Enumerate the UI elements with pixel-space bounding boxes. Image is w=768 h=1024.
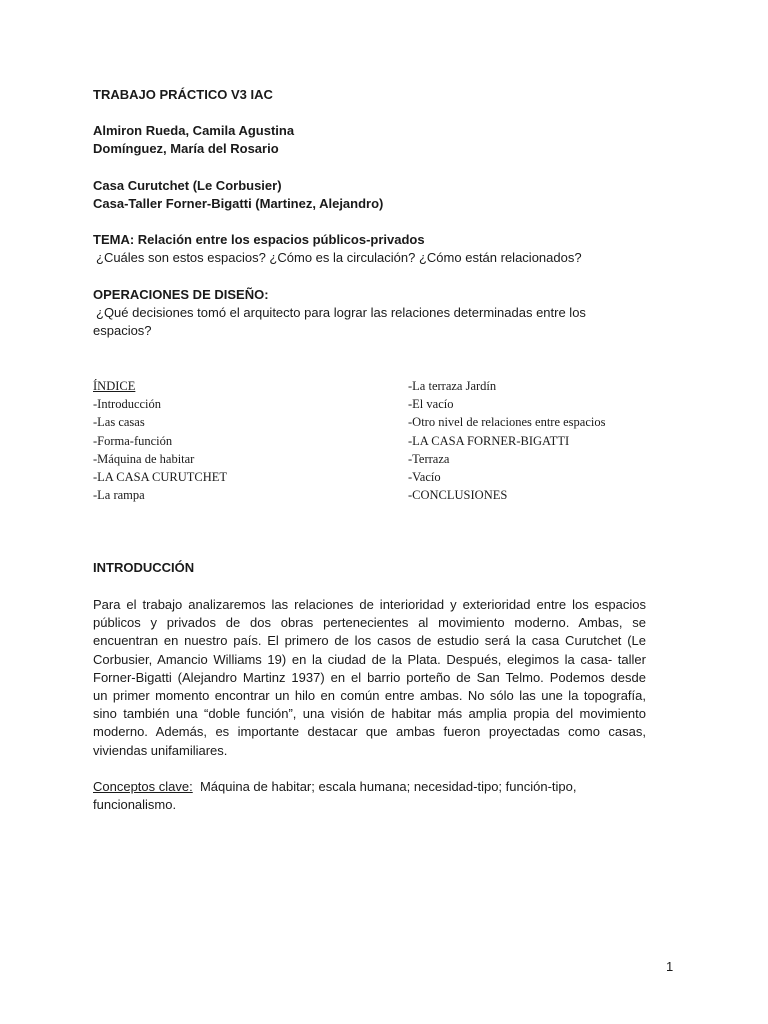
index-item: -Vacío <box>408 470 441 485</box>
index-item: -Otro nivel de relaciones entre espacios <box>408 415 606 430</box>
work-1: Casa Curutchet (Le Corbusier) <box>93 178 282 193</box>
index-item: -El vacío <box>408 397 454 412</box>
paragraph-line: Corbusier, Amancio Williams 19) en la ciudad de la Plata. Después, elegimos la casa- taller <box>93 651 646 667</box>
author-1: Almiron Rueda, Camila Agustina <box>93 123 295 138</box>
operaciones-question-2: espacios? <box>93 323 152 338</box>
author-2: Domínguez, María del Rosario <box>93 141 279 156</box>
paragraph-line: un primer momento encontrar un hilo en común entre ambas. No sólo las une la topografía, <box>93 688 646 704</box>
index-item: -Máquina de habitar <box>93 451 195 466</box>
paragraph-line: Forner-Bigatti (Alejandro Martinz 1937) en el barrio porteño de San Telmo. Podemos desde <box>93 669 646 685</box>
index-item: -La terraza Jardín <box>408 379 497 393</box>
index-item: -Introducción <box>93 397 162 412</box>
conceptos-line-2: funcionalismo. <box>93 797 177 812</box>
operaciones-question-1: ¿Qué decisiones tomó el arquitecto para lograr las relaciones determinadas entre los <box>96 305 586 320</box>
works-block <box>93 177 683 213</box>
conceptos-label: Conceptos clave: <box>93 779 193 794</box>
introduccion-paragraph <box>93 596 646 760</box>
index-right-column <box>408 377 606 504</box>
tema-heading: TEMA: Relación entre los espacios públicos-privados <box>93 232 425 247</box>
introduccion-heading <box>93 559 683 577</box>
paragraph-line: encuentran en nuestro país. El primero de los casos de estudio será la casa Curutchet (Le <box>93 633 646 649</box>
conceptos-block <box>93 778 683 814</box>
index-title: ÍNDICE <box>93 379 136 393</box>
tema-block <box>93 231 683 267</box>
paragraph-line: públicos y privados de dos obras pertenecientes al movimiento moderno. Ambas, se <box>93 615 646 631</box>
operaciones-heading: OPERACIONES DE DISEÑO: <box>93 287 269 302</box>
index-item: -LA CASA FORNER-BIGATTI <box>408 433 570 448</box>
paragraph-line: sino también una “doble función”, una visión de habitar más amplia propia del movimiento <box>93 706 646 722</box>
paragraph-last-line: viviendas unifamiliares. <box>93 742 228 758</box>
introduccion-heading-text: INTRODUCCIÓN <box>93 560 195 575</box>
index-item: -Forma-función <box>93 433 173 448</box>
paragraph-line: moderno. Además, es importante destacar que ambas fueron proyectadas como casas, <box>93 724 646 740</box>
index-item: -La rampa <box>93 488 145 503</box>
paragraph-line: Para el trabajo analizaremos las relaciones de interioridad y exterioridad entre los espacios <box>93 597 646 612</box>
index-item: -Terraza <box>408 451 450 466</box>
index-item: -Las casas <box>93 415 145 430</box>
index-item: -CONCLUSIONES <box>408 488 508 503</box>
page-number: 1 <box>666 959 674 974</box>
conceptos-text: Máquina de habitar; escala humana; necesidad-tipo; función-tipo, <box>192 779 577 794</box>
authors-block <box>93 122 683 158</box>
work-2: Casa-Taller Forner-Bigatti (Martinez, Alejandro) <box>93 196 384 211</box>
index-item: -LA CASA CURUTCHET <box>93 470 228 485</box>
tema-questions: ¿Cuáles son estos espacios? ¿Cómo es la circulación? ¿Cómo están relacionados? <box>96 250 582 265</box>
document-title <box>93 86 683 104</box>
title-text: TRABAJO PRÁCTICO V3 IAC <box>93 87 273 102</box>
index-left-column <box>93 377 227 504</box>
operaciones-block <box>93 286 683 340</box>
